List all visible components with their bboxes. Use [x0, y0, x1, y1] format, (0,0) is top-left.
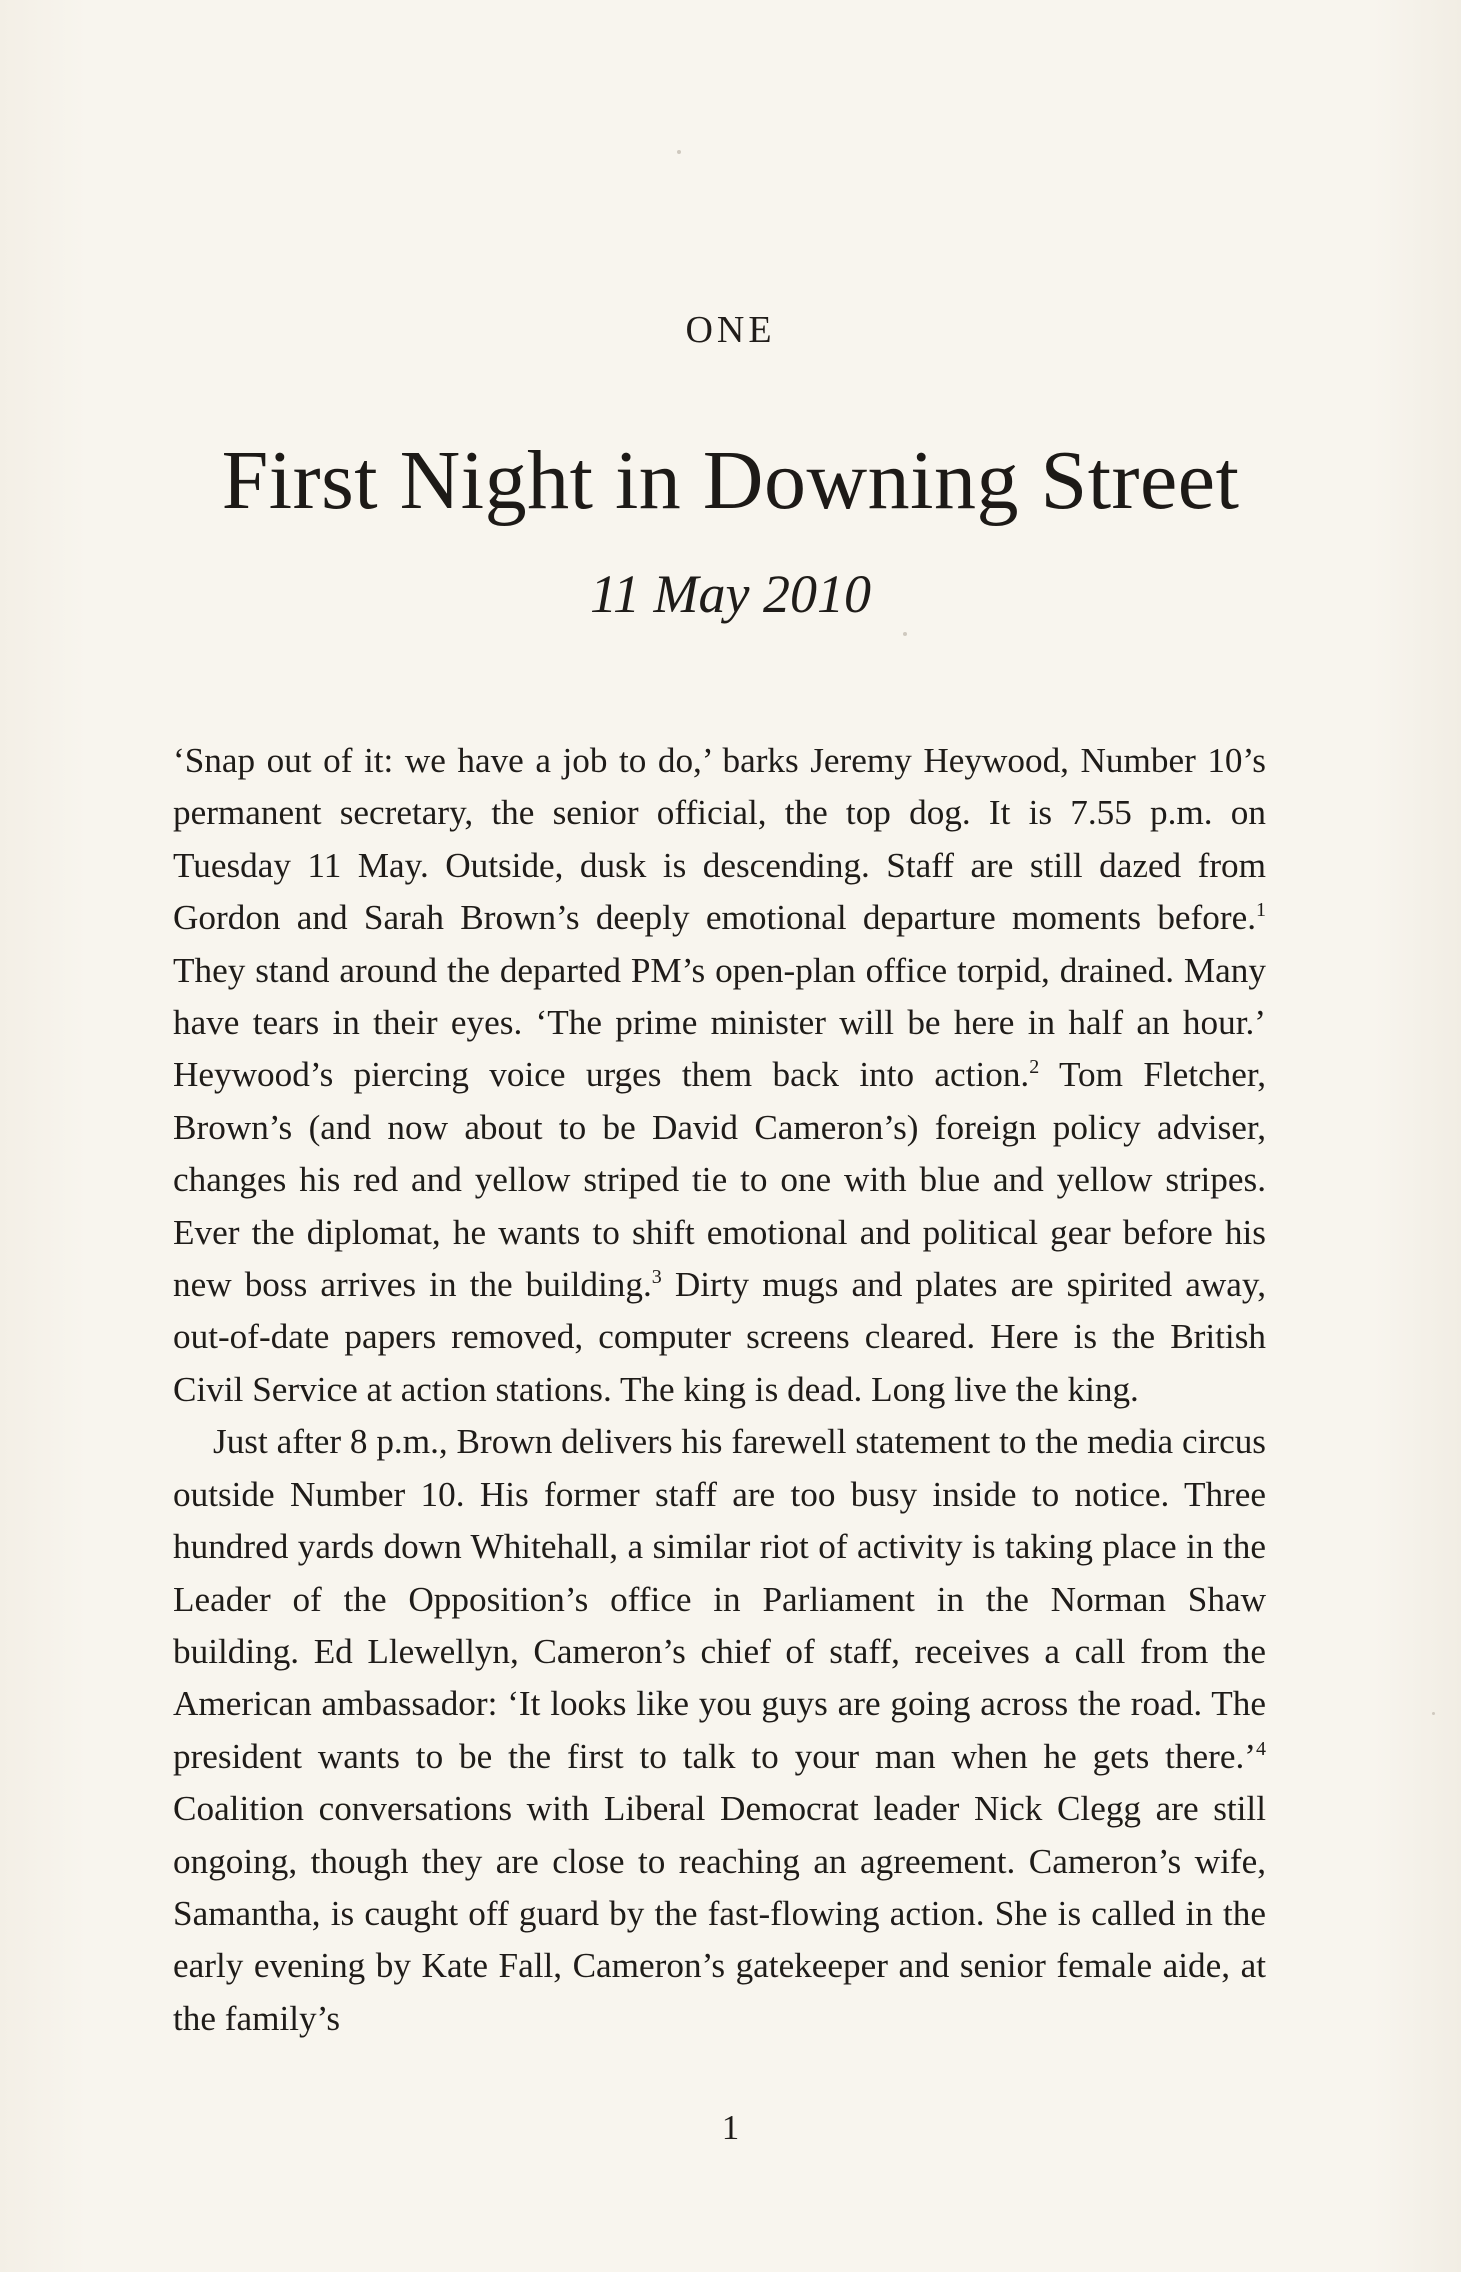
body-text: [173, 735, 1266, 2045]
chapter-title: First Night in Downing Street: [221, 434, 1240, 527]
paper-speck: [677, 150, 681, 154]
paper-speck: [1432, 1712, 1435, 1715]
paragraph: [173, 735, 1266, 1416]
paragraph: [173, 1416, 1266, 2045]
paper-speck: [903, 632, 907, 636]
footnote-ref[interactable]: 4: [1256, 1737, 1266, 1760]
paragraph-text: Coalition conversations with Liberal Democrat leader Nick Clegg are still ongoing, though they are close to reaching an agreement. Cameron’s wife, Samantha, is caught off guard by the fast-flowing action. She is called in the early evening by Kate Fall, Cameron’s gatekeeper and senior female aide, at the family’s: [173, 1789, 1266, 2038]
chapter-number: ONE: [685, 309, 776, 351]
paragraph-text: ‘Snap out of it: we have a job to do,’ barks Jeremy Heywood, Number 10’s permanent secretary, the senior official, the top dog. It is 7.55 p.m. on Tuesday 11 May. Outside, dusk is descending. Staff are still dazed from Gordon and Sarah Brown’s deeply emotional departure moments before.: [173, 741, 1266, 938]
paragraph-text: Just after 8 p.m., Brown delivers his farewell statement to the media circus outside Number 10. His former staff are too busy inside to notice. Three hundred yards down Whitehall, a similar riot of activity is taking place in the Leader of the Opposition’s office in Parliament in the Norman Shaw building. Ed Llewellyn, Cameron’s chief of staff, receives a call from the American ambassador: ‘It looks like you guys are going across the road. The president wants to be the first to talk to your man when he gets there.’: [173, 1422, 1266, 1776]
chapter-date: 11 May 2010: [590, 564, 871, 624]
paragraph-text: Tom Fletcher, Brown’s (and now about to be David Cameron’s) foreign policy adviser, changes his red and yellow striped tie to one with blue and yellow stripes. Ever the diplomat, he wants to shift emotional and political gear before his new boss arrives in the building.: [173, 1055, 1266, 1305]
paragraph-text: They stand around the departed PM’s open-plan office torpid, drained. Many have tears in their eyes. ‘The prime minister will be here in half an hour.’ Heywood’s piercing voice urges them back into action.: [173, 950, 1266, 1095]
footnote-ref[interactable]: 2: [1029, 1056, 1040, 1079]
footnote-ref[interactable]: 3: [651, 1266, 662, 1289]
page-number: 1: [721, 2108, 740, 2147]
footnote-ref[interactable]: 1: [1256, 899, 1266, 922]
paragraph-text: Dirty mugs and plates are spirited away, out-of-date papers removed, computer screens cleared. Here is the British Civil Service at action stations. The king is dead. Long live the king.: [173, 1265, 1266, 1409]
